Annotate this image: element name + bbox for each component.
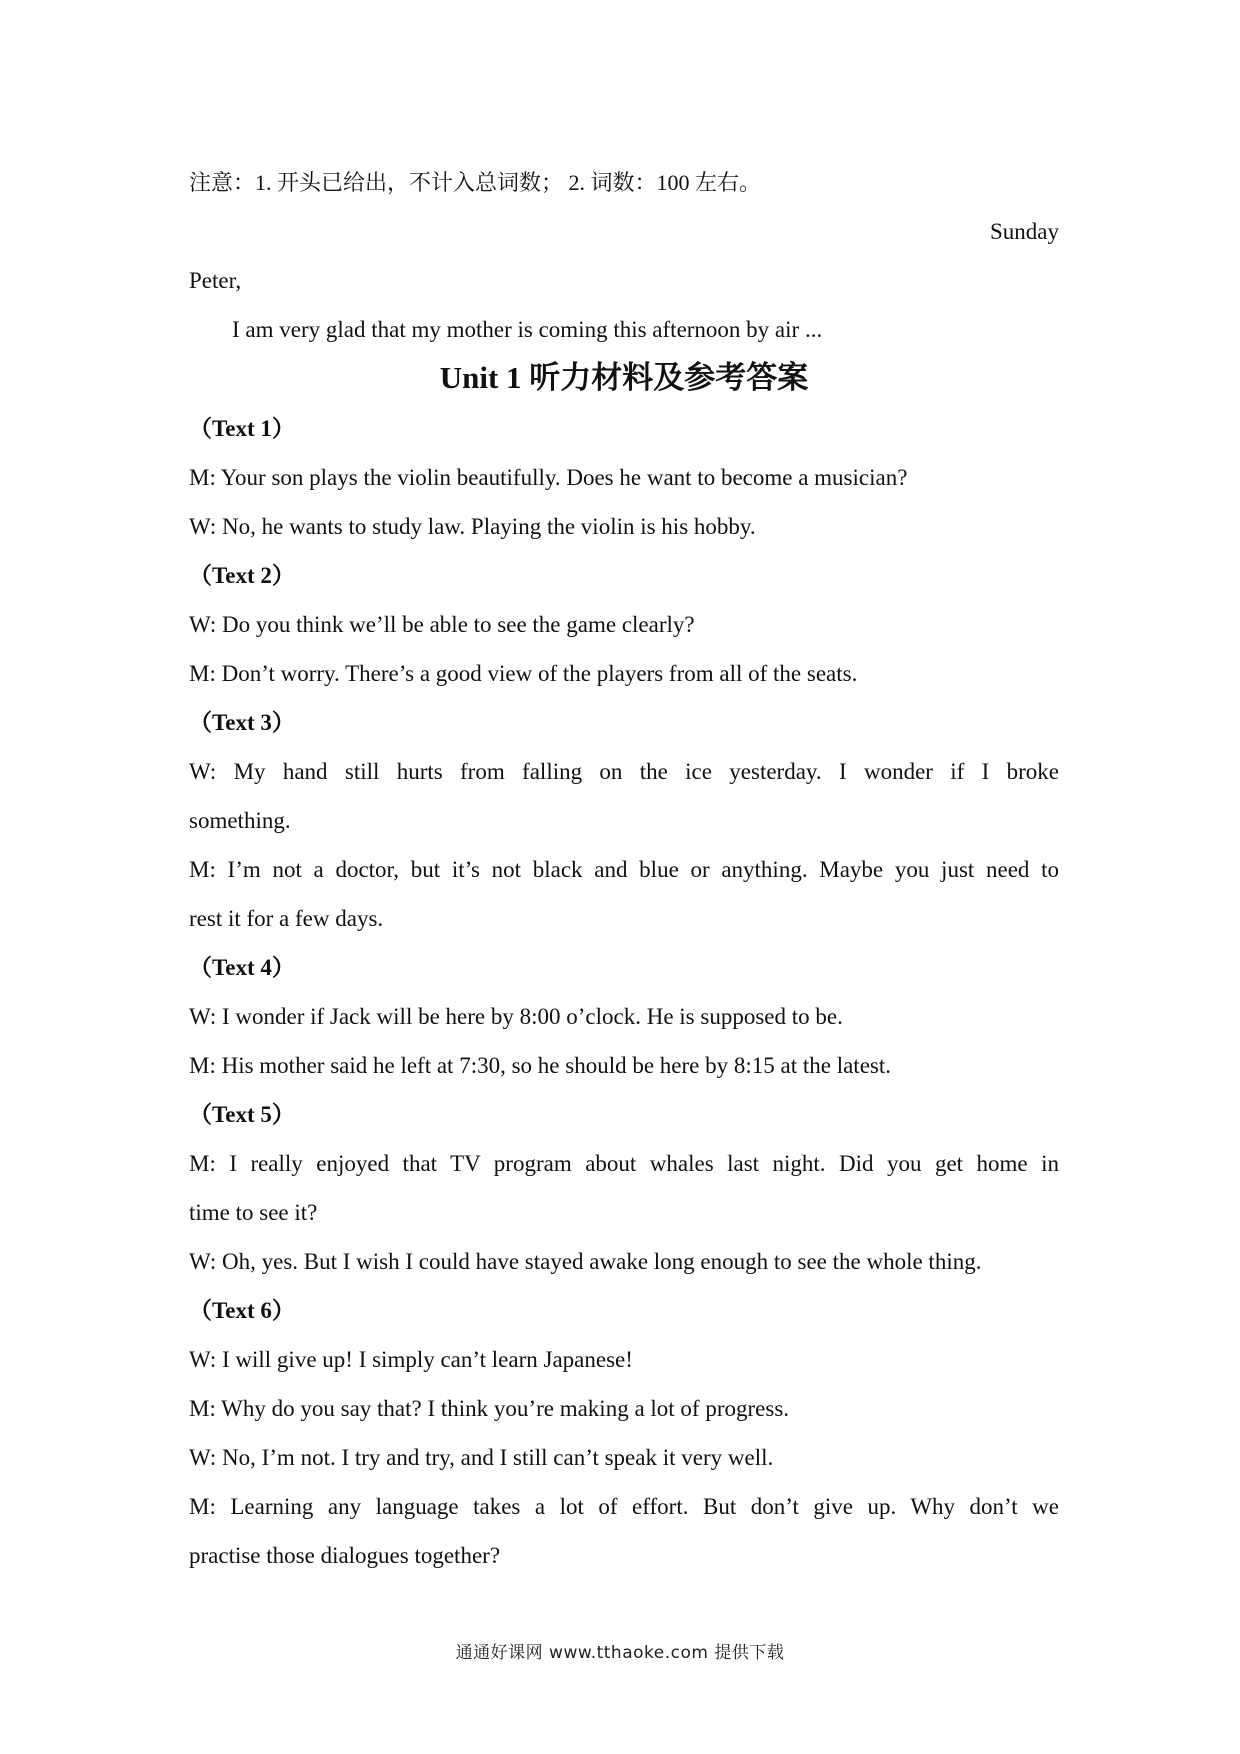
text-block-4 — [189, 943, 1059, 1090]
text-block-2 — [189, 551, 1059, 698]
text-label: （Text 4） — [189, 955, 295, 980]
dialogue-line: W: No, I’m not. I try and try, and I still can’t speak it very well. — [189, 1445, 774, 1470]
letter-date: Sunday — [990, 219, 1059, 244]
dialogue-line: W: No, he wants to study law. Playing the violin is his hobby. — [189, 514, 756, 539]
writing-note: 注意：1. 开头已给出，不计入总词数； 2. 词数：100 左右。 — [189, 170, 762, 195]
dialogue-line: W: I wonder if Jack will be here by 8:00 o’clock. He is supposed to be. — [189, 1004, 843, 1029]
dialogue-line: W: Oh, yes. But I wish I could have stayed awake long enough to see the whole thing. — [189, 1249, 982, 1274]
page-content — [189, 158, 1059, 1580]
dialogue-line: W: I will give up! I simply can’t learn Japanese! — [189, 1347, 633, 1372]
text-block-6 — [189, 1286, 1059, 1580]
text-block-1 — [189, 404, 1059, 551]
dialogue-line: time to see it? — [189, 1200, 318, 1225]
dialogue-line: rest it for a few days. — [189, 906, 384, 931]
dialogue-line: W: Do you think we’ll be able to see the game clearly? — [189, 612, 695, 637]
text-label: （Text 2） — [189, 563, 295, 588]
letter-opening: I am very glad that my mother is coming this afternoon by air ... — [232, 317, 823, 342]
section-title: Unit 1 听力材料及参考答案 — [439, 360, 809, 395]
dialogue-line: practise those dialogues together? — [189, 1543, 501, 1568]
dialogue-line: something. — [189, 808, 291, 833]
text-block-3 — [189, 698, 1059, 943]
text-label: （Text 5） — [189, 1102, 295, 1127]
dialogue-line: M: His mother said he left at 7:30, so he should be here by 8:15 at the latest. — [189, 1053, 891, 1078]
dialogue-line: M: Learning any language takes a lot of effort. But don’t give up. Why don’t we — [189, 1494, 1059, 1519]
text-block-5 — [189, 1090, 1059, 1286]
dialogue-line: M: I really enjoyed that TV program about whales last night. Did you get home in — [189, 1151, 1059, 1176]
dialogue-line: M: I’m not a doctor, but it’s not black and blue or anything. Maybe you just need to — [189, 857, 1059, 882]
dialogue-line: M: Don’t worry. There’s a good view of the players from all of the seats. — [189, 661, 858, 686]
text-label: （Text 3） — [189, 710, 295, 735]
page-footer: 通通好课网 www.tthaoke.com 提供下载 — [455, 1643, 785, 1663]
letter-salutation: Peter, — [189, 268, 242, 293]
dialogue-line: W: My hand still hurts from falling on the ice yesterday. I wonder if I broke — [189, 759, 1059, 784]
dialogue-line: M: Your son plays the violin beautifully. Does he want to become a musician? — [189, 465, 908, 490]
text-label: （Text 6） — [189, 1298, 295, 1323]
text-label: （Text 1） — [189, 416, 295, 441]
dialogue-line: M: Why do you say that? I think you’re making a lot of progress. — [189, 1396, 790, 1421]
